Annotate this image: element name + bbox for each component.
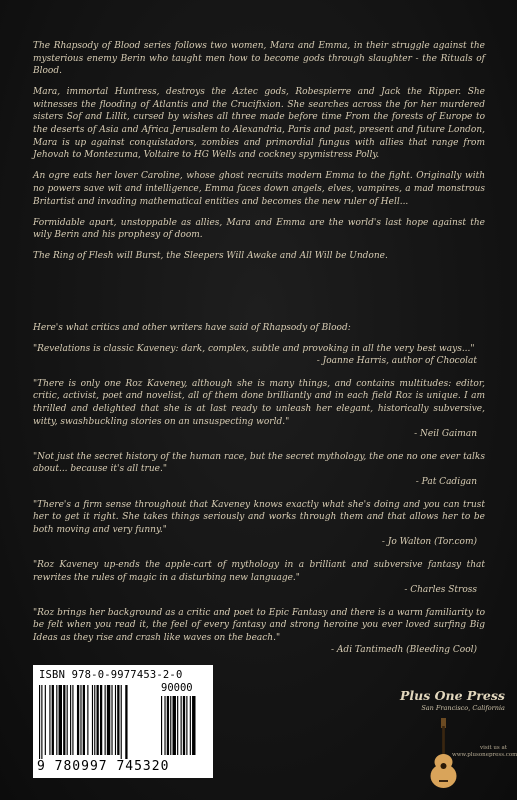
- quote-attribution: - Adi Tantimedh (Bleeding Cool): [331, 645, 477, 656]
- barcode-bar: [87, 685, 88, 755]
- barcode-bar: [59, 685, 62, 755]
- barcode-bar: [173, 696, 176, 755]
- barcode-bar: [105, 685, 106, 755]
- quote-text: "There's a firm sense throughout that Kaveney knows exactly what she's doing and you can trust her to get it right. She takes things seriously and works through them and that allows her to be both moving and very funny.": [33, 499, 485, 535]
- barcode-bar: [161, 696, 162, 755]
- quote-attribution: - Pat Cadigan: [415, 476, 477, 487]
- quote-attribution: - Neil Gaiman: [414, 429, 477, 440]
- quote-text: "Roz brings her background as a critic and poet to Epic Fantasy and there is a warm familiarity to be felt when you read it, the feel of every fantasy and strong heroine you ever loved surfing Big Ideas as they rise and crash like waves on the beach.": [33, 607, 485, 643]
- barcode-bar: [67, 685, 68, 755]
- blurb-paragraph: The Rhapsody of Blood series follows two women, Mara and Emma, in their struggle against the mysterious enemy Berin who taught men how to become gods through slaughter - the Rituals of Blood.: [33, 41, 485, 77]
- praise-quote: [33, 559, 485, 597]
- barcode-bar: [121, 685, 122, 759]
- barcode-bar: [41, 685, 42, 759]
- quote-text: "Roz Kaveney up-ends the apple-cart of mythology in a brilliant and subversive fantasy that rewrites the rules of magic in a disturbing new language.": [33, 559, 485, 583]
- barcode-bar: [97, 685, 99, 755]
- blurb-paragraph: The Ring of Flesh will Burst, the Sleepers Will Awake and All Will be Undone.: [33, 251, 388, 262]
- barcode-bar: [190, 696, 191, 755]
- publisher-block: [400, 688, 505, 712]
- price-code: 90000: [161, 682, 193, 694]
- quote-text: "Revelations is classic Kaveney: dark, complex, subtle and provoking in all the very best ways...": [33, 343, 475, 354]
- blurb-paragraph: An ogre eats her lover Caroline, whose ghost recruits modern Emma to the fight. Originally with no powers save wit and intelligence, Emma faces down angels, elves, vampires, a mad monstrous Britartist and invading mathematical entities and becomes the new ruler of Hell...: [33, 171, 485, 207]
- barcode-bar: [100, 685, 102, 755]
- praise-intro: Here's what critics and other writers have said of Rhapsody of Blood:: [33, 323, 351, 333]
- praise-quote: [33, 607, 485, 657]
- quote-attribution: - Jo Walton (Tor.com): [381, 537, 477, 548]
- barcode-bar: [52, 685, 54, 755]
- praise-quote: [33, 451, 485, 489]
- barcode-bar: [80, 685, 81, 755]
- barcode-bar: [170, 696, 171, 755]
- isbn-barcode: [33, 665, 213, 778]
- barcode-bar: [177, 696, 178, 755]
- barcode-bar: [167, 696, 169, 755]
- barcode-bar: [63, 685, 65, 755]
- quote-attribution: - Joanne Harris, author of Chocolat: [316, 356, 477, 367]
- blurb-paragraph: Mara, immortal Huntress, destroys the Aztec gods, Robespierre and Jack the Ripper. She witnesses the flooding of Atlantis and the Crucifixion. She searches across the for her murdered sisters Sof and Lillit, cursed by wishes all three made before time From the forests of Europe to the deserts of Asia and Africa Jerusalem to Alexandria, Paris and past, present and future London, Mara is up against conquistadors, zombies and primordial fungus with allies that range from Jehovah to Montezuma, Voltaire to HG Wells and cockney spymistress Polly.: [33, 87, 485, 161]
- barcode-bar: [92, 685, 93, 755]
- barcode-bar: [56, 685, 57, 755]
- quote-text: "There is only one Roz Kaveney, although she is many things, and contains multitudes: editor, critic, activist, poet and novelist, all of them done brilliantly and in each field Roz is unique. I am thrilled and delighted that she is at last ready to unleash her elegant, historically subversive, witty, swashbuckling stories on an unsuspecting world.": [33, 378, 485, 427]
- barcode-bar: [181, 696, 182, 755]
- publisher-name: Plus One Press: [400, 688, 505, 703]
- barcode-bar: [94, 685, 95, 755]
- publisher-city: San Francisco, California: [421, 704, 505, 712]
- barcode-bar: [115, 685, 116, 755]
- praise-section: [33, 322, 485, 667]
- blurb-paragraph: Formidable apart, unstoppable as allies, Mara and Emma are the world's last hope against the wily Berin and his prophesy of doom.: [33, 217, 485, 241]
- praise-quote: [33, 343, 485, 368]
- quote-attribution: - Charles Stross: [404, 585, 477, 596]
- barcode-bar: [164, 696, 165, 755]
- barcode-bar: [111, 685, 112, 755]
- barcode-bar: [183, 696, 185, 755]
- barcode-bar: [70, 685, 71, 755]
- barcode-bar: [83, 685, 85, 755]
- blurb-section: [33, 40, 485, 271]
- barcode-bar: [192, 696, 195, 755]
- isbn-label: ISBN 978-0-9977453-2-0: [39, 669, 183, 681]
- barcode-bar: [186, 696, 187, 755]
- barcode-bar: [45, 685, 46, 755]
- praise-quote: [33, 378, 485, 441]
- barcode-bar: [125, 685, 127, 759]
- barcode-bar: [72, 685, 73, 755]
- praise-quote: [33, 499, 485, 549]
- barcode-bar: [107, 685, 110, 755]
- quote-text: "Not just the secret history of the human race, but the secret mythology, the one no one ever talks about... because it's all true.": [33, 451, 485, 475]
- barcode-bar: [77, 685, 79, 755]
- barcode-bar: [117, 685, 119, 755]
- publisher-website: visit us at www.plusonepress.com: [452, 745, 517, 758]
- barcode-bar: [39, 685, 40, 759]
- barcode-number: 9 780997 745320: [37, 759, 170, 774]
- barcode-bar: [49, 685, 50, 755]
